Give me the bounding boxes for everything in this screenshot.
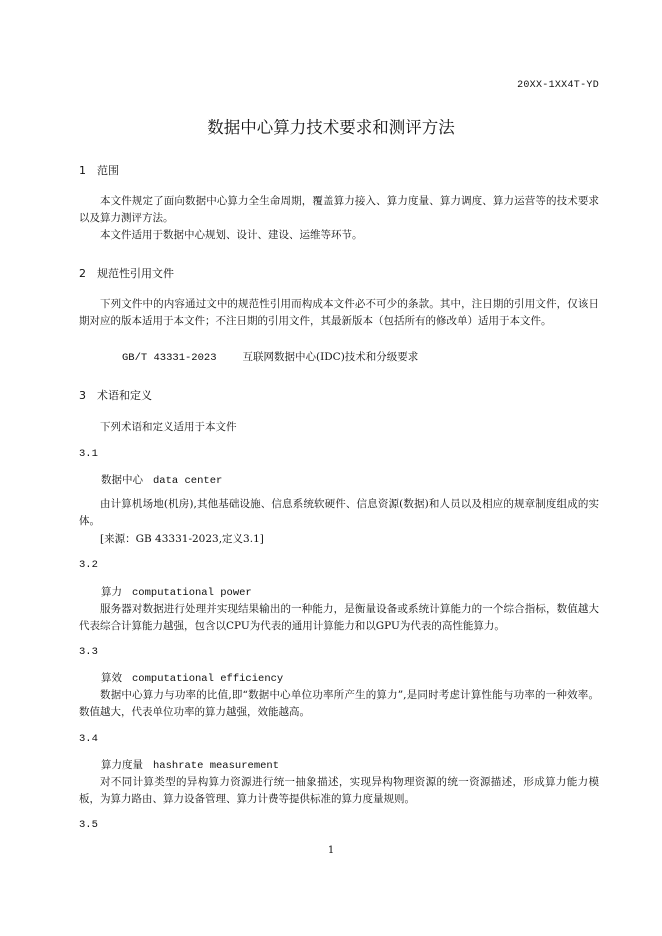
term-definition: 数据中心算力与功率的比值,即“数据中心单位功率所产生的算力”,是同时考虑计算性能与功率的一种效率。数值越大，代表单位功率的算力越强，效能越高。 [79, 689, 599, 718]
section-1-title: 范围 [97, 164, 119, 177]
term-definition: 由计算机场地(机房),其他基础设施、信息系统软硬件、信息资源(数据)和人员以及相应的规章制度组成的实体。 [79, 498, 599, 527]
term-en: computational power [132, 587, 252, 599]
page-title: 数据中心算力技术要求和测评方法 [207, 118, 455, 137]
section-2-heading [79, 265, 174, 281]
page-number: 1 [327, 845, 335, 856]
section-3-number: 3 [79, 389, 86, 402]
term-definition: 服务器对数据进行处理并实现结果输出的一种能力，是衡量设备或系统计算能力的一个综合指标，数值越大代表综合计算能力越强，包含以CPU为代表的通用计算能力和以GPU为代表的高性能算力。 [79, 603, 599, 632]
section-2-title: 规范性引用文件 [97, 267, 174, 280]
term-en: hashrate measurement [153, 760, 280, 772]
term-entry [101, 757, 279, 772]
clause-number: 3.3 [79, 646, 98, 658]
term-entry [101, 584, 252, 599]
section-3-title: 术语和定义 [97, 389, 152, 402]
section-1-paragraph-2: 本文件适用于数据中心规划、设计、建设、运维等环节。 [100, 229, 363, 241]
term-entry [101, 472, 222, 487]
term-en: data center [153, 475, 223, 487]
term-zh: 算效 [101, 672, 122, 684]
reference-title: 互联网数据中心(IDC)技术和分级要求 [242, 351, 419, 363]
section-3-heading [79, 387, 152, 403]
section-2-paragraph-1: 下列文件中的内容通过文中的规范性引用而构成本文件必不可少的条款。其中，注日期的引用文件，仅该日期对应的版本适用于本文件；不注日期的引用文件，其最新版本（包括所有的修改单）适用于本文件。 [79, 298, 599, 327]
clause-number: 3.1 [79, 448, 98, 460]
section-1-paragraph-1: 本文件规定了面向数据中心算力全生命周期，覆盖算力接入、算力度量、算力调度、算力运营等的技术要求以及算力测评方法。 [79, 195, 599, 224]
section-2-number: 2 [79, 267, 86, 280]
term-entry [101, 670, 283, 685]
term-source: [来源：GB 43331-2023,定义3.1] [100, 533, 264, 545]
clause-number: 3.2 [79, 559, 98, 571]
reference-code: GB/T 43331-2023 [122, 352, 217, 364]
document-code: 20XX-1XX4T-YD [517, 80, 599, 91]
clause-number: 3.4 [79, 733, 98, 745]
clause-number: 3.5 [79, 819, 98, 831]
term-zh: 算力度量 [101, 759, 143, 771]
section-3-intro: 下列术语和定义适用于本文件 [100, 421, 237, 433]
section-1-number: 1 [79, 164, 86, 177]
term-definition: 对不同计算类型的异构算力资源进行统一抽象描述，实现异构物理资源的统一资源描述，形成算力能力模板，为算力路由、算力设备管理、算力计费等提供标准的算力度量规则。 [79, 776, 599, 805]
normative-reference [122, 349, 418, 364]
section-1-heading [79, 162, 119, 178]
term-zh: 算力 [101, 586, 122, 598]
term-zh: 数据中心 [101, 474, 143, 486]
term-en: computational efficiency [132, 673, 284, 685]
